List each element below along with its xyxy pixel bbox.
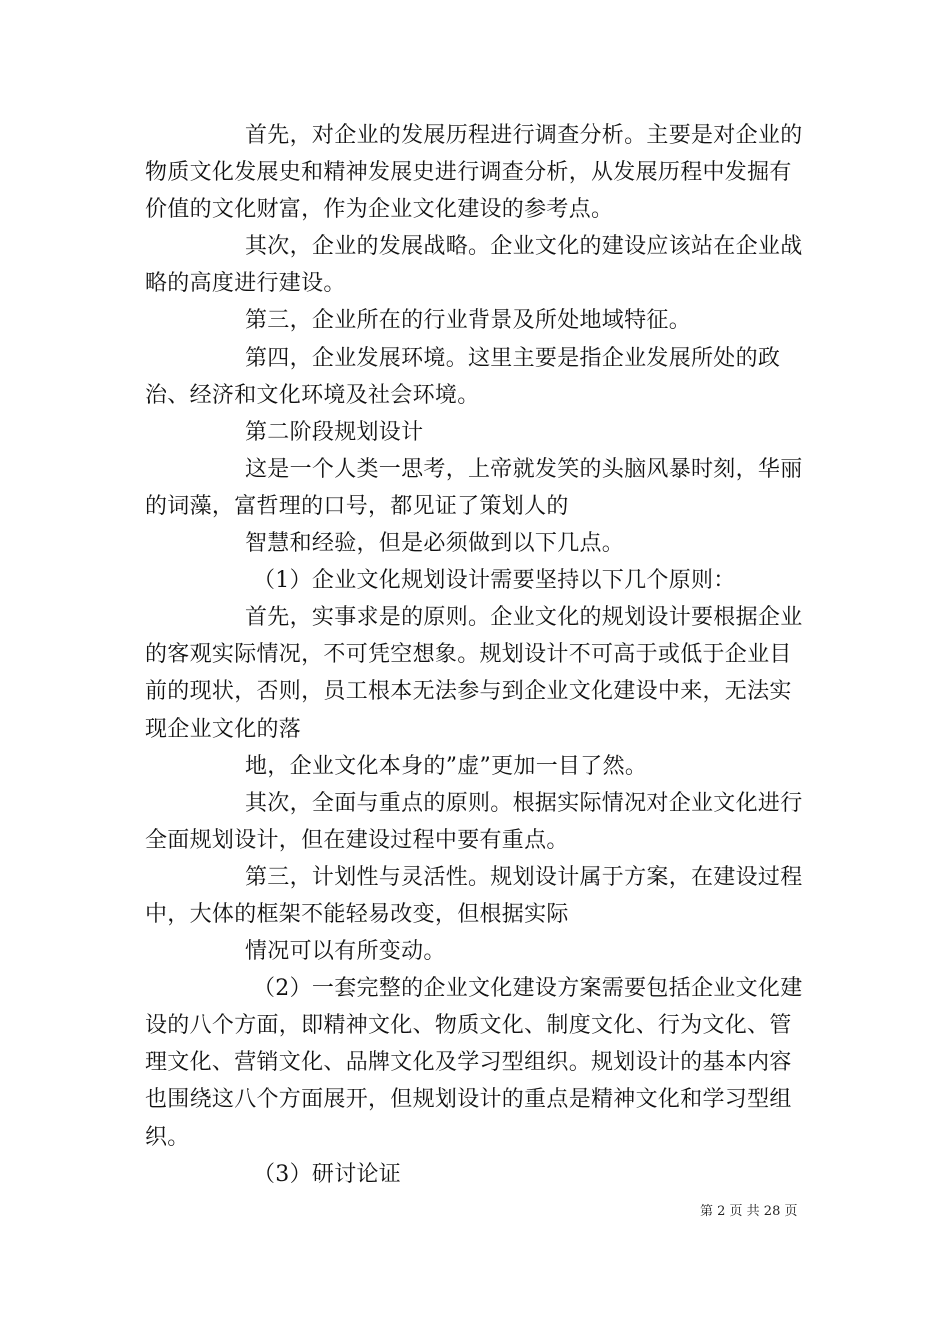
paragraph-realistic-principle: 首先，实事求是的原则。企业文化的规划设计要根据企业的客观实际情况，不可凭空想象。规划设计不可高于或低于企业目前的现状，否则，员工根本无法参与到企业文化建设中来，无法实现企业文化的落 xyxy=(145,605,803,742)
paragraph-planning-flexibility: 第三，计划性与灵活性。规划设计属于方案，在建设过程中，大体的框架不能轻易改变，但根据实际 xyxy=(145,864,803,927)
list-item-complete-plan: （2）一套完整的企业文化建设方案需要包括企业文化建设的八个方面，即精神文化、物质文化、制度文化、行为文化、管理文化、营销文化、品牌文化及学习型组织。规划设计的基本内容也围绕这八个方面展开，但规划设计的重点是精神文化和学习型组织。 xyxy=(145,976,803,1150)
paragraph-industry-background: 第三，企业所在的行业背景及所处地域特征。 xyxy=(245,308,692,334)
paragraph-development-environment: 第四，企业发展环境。这里主要是指企业发展所处的政治、经济和文化环境及社会环境。 xyxy=(145,345,781,408)
paragraph-development-strategy: 其次，企业的发展战略。企业文化的建设应该站在企业战略的高度进行建设。 xyxy=(145,234,803,297)
paragraph-wisdom-experience: 智慧和经验，但是必须做到以下几点。 xyxy=(245,531,625,557)
paragraph-changeable: 情况可以有所变动。 xyxy=(245,939,446,965)
paragraph-landing: 地，企业文化本身的”虚”更加一目了然。 xyxy=(245,753,648,779)
paragraph-history-analysis: 首先，对企业的发展历程进行调查分析。主要是对企业的物质文化发展史和精神发展史进行调查分析，从发展历程中发掘有价值的文化财富，作为企业文化建设的参考点。 xyxy=(145,123,803,223)
list-item-discussion: （3）研讨论证 xyxy=(253,1161,402,1187)
document-body xyxy=(145,117,810,1193)
page-number-footer: 第 2 页 共 28 页 xyxy=(700,1204,798,1219)
section-heading-stage-two: 第二阶段规划设计 xyxy=(245,419,424,445)
paragraph-brainstorm: 这是一个人类一思考，上帝就发笑的头脑风暴时刻，华丽的词藻，富哲理的口号，都见证了策划人的 xyxy=(145,456,803,519)
paragraph-comprehensive-principle: 其次，全面与重点的原则。根据实际情况对企业文化进行全面规划设计，但在建设过程中要有重点。 xyxy=(145,790,803,853)
list-item-principles: （1）企业文化规划设计需要坚持以下几个原则： xyxy=(253,568,736,594)
